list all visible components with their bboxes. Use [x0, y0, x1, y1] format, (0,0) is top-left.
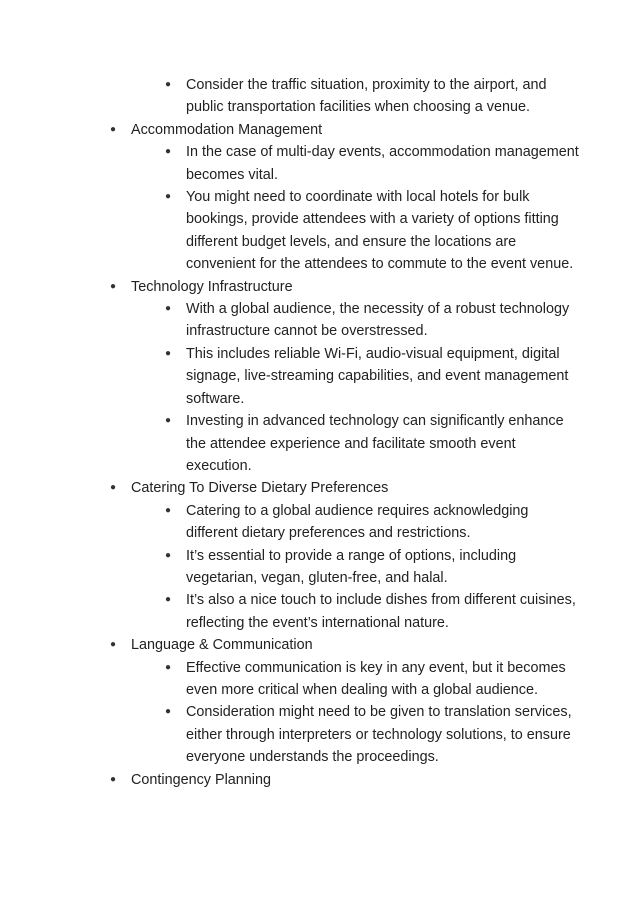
- sub-item-text: You might need to coordinate with local hotels for bulk bookings, provide attendees with a variety of options fitting different budget levels, and ensure the locations are convenient for the attendees to commute to the event venue.: [186, 189, 574, 273]
- section-heading: Technology Infrastructure: [131, 278, 293, 295]
- sub-list-item: [165, 410, 580, 477]
- sub-list-item: [165, 298, 580, 343]
- sub-list-item: [165, 141, 580, 186]
- bullet-icon: ●: [165, 191, 172, 203]
- bullet-icon: ●: [165, 661, 172, 673]
- sub-item-text: Consideration might need to be given to translation services, either through interpreters or technology solutions, to ensure everyone understands the proceedings.: [186, 704, 572, 766]
- bullet-icon: ●: [110, 773, 117, 785]
- sub-list-wrapper: [110, 298, 580, 477]
- sub-item-text: It’s essential to provide a range of options, including vegetarian, vegan, gluten-free, and halal.: [186, 547, 517, 586]
- sub-list: [165, 74, 580, 119]
- bullet-icon: ●: [165, 347, 172, 359]
- section-item: [110, 769, 580, 791]
- section-item: [110, 477, 580, 499]
- section-item: [110, 119, 580, 141]
- bullet-icon: ●: [110, 639, 117, 651]
- sub-list-item: [165, 500, 580, 545]
- sub-item-text: In the case of multi-day events, accommodation management becomes vital.: [186, 144, 579, 183]
- sub-list: [165, 500, 580, 634]
- sub-list: [165, 657, 580, 769]
- bullet-icon: ●: [165, 504, 172, 516]
- section-heading: Accommodation Management: [131, 121, 323, 138]
- outer-list: [110, 74, 580, 791]
- sub-list-wrapper: [110, 141, 580, 275]
- bullet-icon: ●: [110, 123, 117, 135]
- bullet-icon: ●: [165, 706, 172, 718]
- sub-list-item: [165, 657, 580, 702]
- bullet-icon: ●: [165, 549, 172, 561]
- bullet-icon: ●: [165, 146, 172, 158]
- bullet-list: [110, 74, 580, 791]
- section-heading: Contingency Planning: [131, 771, 272, 788]
- sub-item-text: Consider the traffic situation, proximity to the airport, and public transportation facilities when choosing a venue.: [186, 77, 547, 116]
- section-item: [110, 634, 580, 656]
- section-heading: Language & Communication: [131, 637, 313, 654]
- section-item: [110, 276, 580, 298]
- sub-list-item: [165, 589, 580, 634]
- sub-item-text: Investing in advanced technology can significantly enhance the attendee experience and facilitate smooth event execution.: [186, 413, 564, 474]
- sub-list-item: [165, 186, 580, 276]
- bullet-icon: ●: [165, 415, 172, 427]
- sub-list-item: [165, 343, 580, 410]
- sub-list-item: [165, 545, 580, 590]
- sub-item-text: It’s also a nice touch to include dishes from different cuisines, reflecting the event’s international nature.: [186, 592, 576, 631]
- sub-item-text: This includes reliable Wi-Fi, audio-visual equipment, digital signage, live-streaming capabilities, and event management software.: [186, 345, 569, 407]
- sub-list-wrapper: [110, 657, 580, 769]
- bullet-icon: ●: [110, 482, 117, 494]
- sub-list: [165, 298, 580, 477]
- sub-item-text: Catering to a global audience requires acknowledging different dietary preferences and restrictions.: [186, 502, 529, 542]
- sub-list-item: [165, 74, 580, 119]
- sub-list-wrapper: [110, 500, 580, 634]
- sub-item-text: Effective communication is key in any event, but it becomes even more critical when dealing with a global audience.: [186, 659, 566, 698]
- sub-list-item: [165, 701, 580, 768]
- bullet-icon: ●: [165, 79, 172, 90]
- sub-list-wrapper: [110, 74, 580, 119]
- section-heading: Catering To Diverse Dietary Preferences: [131, 480, 389, 497]
- bullet-icon: ●: [110, 280, 117, 292]
- sub-item-text: With a global audience, the necessity of a robust technology infrastructure cannot be overstressed.: [186, 301, 570, 340]
- bullet-icon: ●: [165, 303, 172, 315]
- sub-list: [165, 141, 580, 275]
- bullet-icon: ●: [165, 594, 172, 606]
